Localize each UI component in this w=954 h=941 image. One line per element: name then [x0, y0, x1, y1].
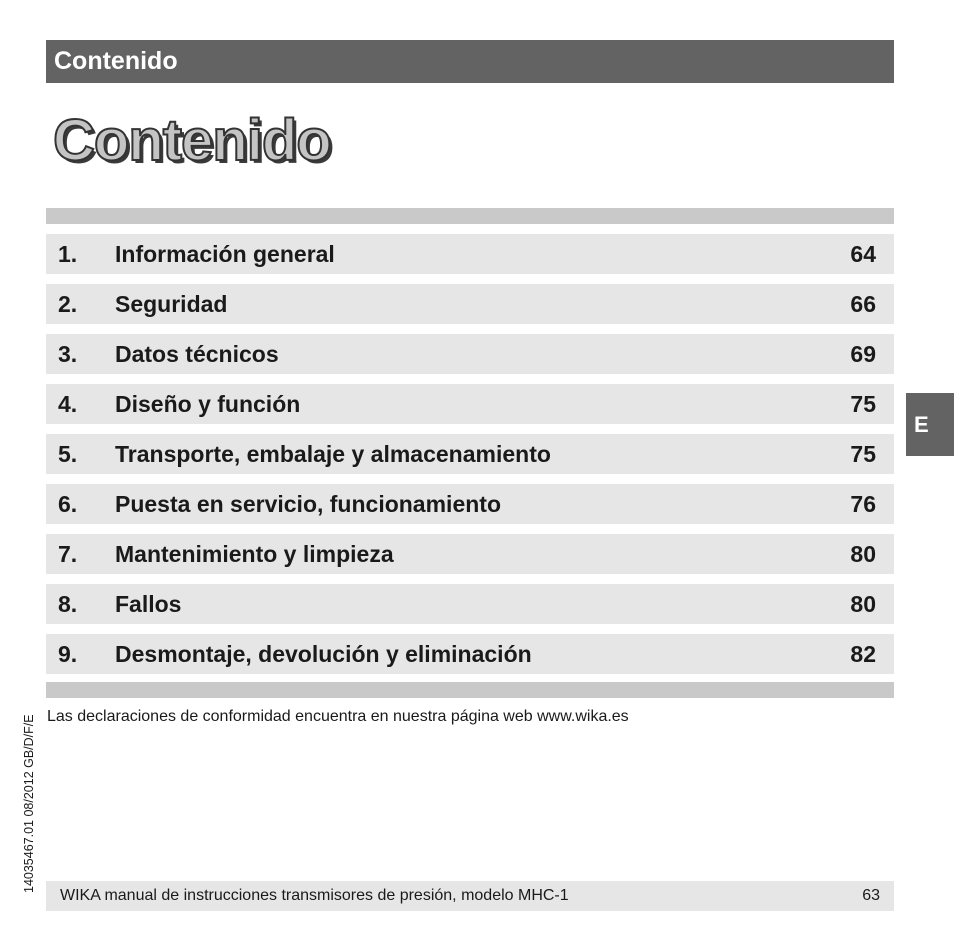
- toc-entry-page: 66: [850, 291, 876, 317]
- toc-entry-2[interactable]: [46, 284, 894, 324]
- footer-manual-title: WIKA manual de instrucciones transmisores de presión, modelo MHC-1: [60, 887, 569, 904]
- toc-entry-title: Datos técnicos: [115, 341, 279, 367]
- footer-page-number: 63: [862, 887, 880, 904]
- language-tab-label: E: [914, 412, 929, 437]
- toc-entry-title: Mantenimiento y limpieza: [115, 541, 394, 567]
- section-header: [46, 40, 894, 83]
- toc-entry-page: 69: [850, 341, 876, 367]
- conformity-note: Las declaraciones de conformidad encuentra en nuestra página web www.wika.es: [47, 708, 629, 725]
- toc-entry-number: 1.: [58, 241, 78, 267]
- toc-entry-number: 3.: [58, 341, 78, 367]
- toc-entry-title: Fallos: [115, 591, 182, 617]
- toc-entry-number: 4.: [58, 391, 78, 417]
- toc-entry-9[interactable]: [46, 634, 894, 674]
- toc-entry-title: Puesta en servicio, funcionamiento: [115, 491, 501, 517]
- language-tab: [906, 393, 954, 456]
- table-of-contents: [46, 234, 894, 684]
- toc-entry-8[interactable]: [46, 584, 894, 624]
- toc-entry-title: Seguridad: [115, 291, 228, 317]
- toc-entry-6[interactable]: [46, 484, 894, 524]
- toc-entry-title: Información general: [115, 241, 335, 267]
- toc-entry-page: 64: [850, 241, 876, 267]
- toc-entry-3[interactable]: [46, 334, 894, 374]
- toc-entry-page: 82: [850, 641, 876, 667]
- toc-entry-title: Diseño y función: [115, 391, 301, 417]
- toc-entry-page: 80: [850, 541, 876, 567]
- toc-entry-page: 76: [850, 491, 876, 517]
- toc-entry-title: Desmontaje, devolución y eliminación: [115, 641, 532, 667]
- page-footer: [46, 881, 894, 911]
- section-header-label: Contenido: [54, 47, 178, 75]
- toc-entry-page: 80: [850, 591, 876, 617]
- bottom-divider: [46, 682, 894, 698]
- toc-entry-number: 8.: [58, 591, 78, 617]
- toc-entry-page: 75: [850, 441, 876, 467]
- toc-entry-page: 75: [850, 391, 876, 417]
- toc-entry-number: 9.: [58, 641, 78, 667]
- toc-entry-4[interactable]: [46, 384, 894, 424]
- toc-entry-number: 6.: [58, 491, 78, 517]
- toc-entry-number: 5.: [58, 441, 78, 467]
- toc-entry-number: 2.: [58, 291, 78, 317]
- top-divider: [46, 208, 894, 224]
- toc-entry-7[interactable]: [46, 534, 894, 574]
- toc-entry-1[interactable]: [46, 234, 894, 274]
- toc-entry-5[interactable]: [46, 434, 894, 474]
- toc-entry-number: 7.: [58, 541, 78, 567]
- toc-entry-title: Transporte, embalaje y almacenamiento: [115, 441, 551, 467]
- page-title: Contenido: [53, 108, 331, 173]
- document-code: 14035467.01 08/2012 GB/D/F/E: [22, 714, 36, 893]
